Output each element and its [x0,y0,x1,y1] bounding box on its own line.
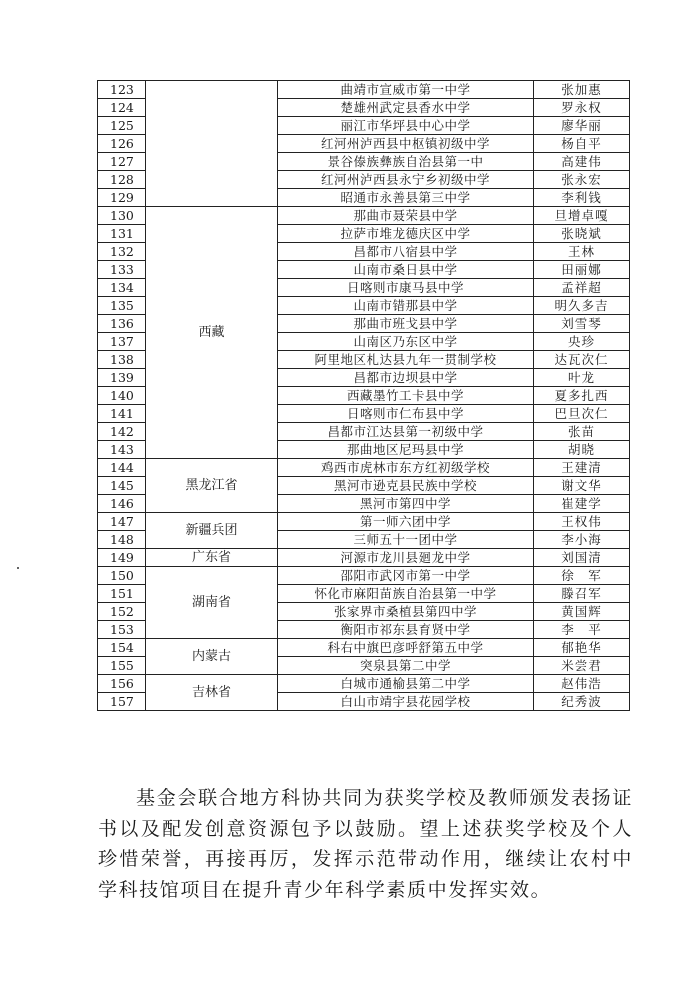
teacher-name: 胡晓 [534,441,630,459]
teacher-name: 崔建学 [534,495,630,513]
row-number: 151 [98,585,146,603]
table-row [98,513,630,531]
teacher-name: 央珍 [534,333,630,351]
school-name: 衡阳市祁东县育贤中学 [278,621,534,639]
row-number: 137 [98,333,146,351]
row-number: 123 [98,81,146,99]
teacher-name: 纪秀波 [534,693,630,711]
teacher-name: 徐 军 [534,567,630,585]
school-name: 西藏墨竹工卡县中学 [278,387,534,405]
school-name: 昌都市八宿县中学 [278,243,534,261]
teacher-name: 赵伟浩 [534,675,630,693]
teacher-name: 李小海 [534,531,630,549]
table-row [98,81,630,99]
row-number: 150 [98,567,146,585]
province-cell: 湖南省 [146,567,278,639]
teacher-name: 张加惠 [534,81,630,99]
row-number: 141 [98,405,146,423]
row-number: 146 [98,495,146,513]
school-name: 阿里地区札达县九年一贯制学校 [278,351,534,369]
row-number: 132 [98,243,146,261]
teacher-name: 黄国辉 [534,603,630,621]
row-number: 157 [98,693,146,711]
teacher-name: 张永宏 [534,171,630,189]
row-number: 129 [98,189,146,207]
school-name: 黑河市逊克县民族中学校 [278,477,534,495]
row-number: 133 [98,261,146,279]
school-name: 邵阳市武冈市第一中学 [278,567,534,585]
school-name: 昌都市边坝县中学 [278,369,534,387]
school-name: 山南区乃东区中学 [278,333,534,351]
province-cell: 新疆兵团 [146,513,278,549]
row-number: 140 [98,387,146,405]
teacher-name: 孟祥超 [534,279,630,297]
teacher-name: 刘雪琴 [534,315,630,333]
teacher-name: 王权伟 [534,513,630,531]
school-name: 日喀则市仁布县中学 [278,405,534,423]
school-name: 山南市错那县中学 [278,297,534,315]
school-name: 红河州泸西县中枢镇初级中学 [278,135,534,153]
teacher-name: 高建伟 [534,153,630,171]
province-cell: 吉林省 [146,675,278,711]
province-cell: 内蒙古 [146,639,278,675]
row-number: 153 [98,621,146,639]
table-row [98,549,630,567]
teacher-name: 旦增卓嘎 [534,207,630,225]
school-name: 昭通市永善县第三中学 [278,189,534,207]
row-number: 125 [98,117,146,135]
row-number: 138 [98,351,146,369]
teacher-name: 王建清 [534,459,630,477]
teacher-name: 张苗 [534,423,630,441]
row-number: 154 [98,639,146,657]
row-number: 155 [98,657,146,675]
school-name: 曲靖市宣威市第一中学 [278,81,534,99]
scan-speck [17,567,19,569]
teacher-name: 刘国清 [534,549,630,567]
school-name: 鸡西市虎林市东方红初级学校 [278,459,534,477]
row-number: 144 [98,459,146,477]
school-name: 怀化市麻阳苗族自治县第一中学 [278,585,534,603]
teacher-name: 明久多吉 [534,297,630,315]
school-name: 白山市靖宇县花园学校 [278,693,534,711]
school-name: 张家界市桑植县第四中学 [278,603,534,621]
teacher-name: 李 平 [534,621,630,639]
table-row [98,675,630,693]
row-number: 124 [98,99,146,117]
school-name: 那曲市聂荣县中学 [278,207,534,225]
row-number: 126 [98,135,146,153]
row-number: 148 [98,531,146,549]
school-name: 丽江市华坪县中心中学 [278,117,534,135]
teacher-name: 巴旦次仁 [534,405,630,423]
table-row [98,207,630,225]
school-name: 那曲市班戈县中学 [278,315,534,333]
province-cell: 黑龙江省 [146,459,278,513]
row-number: 142 [98,423,146,441]
row-number: 156 [98,675,146,693]
teacher-name: 郁艳华 [534,639,630,657]
row-number: 134 [98,279,146,297]
teacher-name: 张晓斌 [534,225,630,243]
school-name: 第一师六团中学 [278,513,534,531]
school-name: 拉萨市堆龙德庆区中学 [278,225,534,243]
award-list-body [98,81,630,711]
teacher-name: 谢文华 [534,477,630,495]
row-number: 135 [98,297,146,315]
school-name: 白城市通榆县第二中学 [278,675,534,693]
province-cell [146,81,278,207]
teacher-name: 夏多扎西 [534,387,630,405]
school-name: 黑河市第四中学 [278,495,534,513]
school-name: 河源市龙川县廻龙中学 [278,549,534,567]
row-number: 149 [98,549,146,567]
row-number: 131 [98,225,146,243]
table-row [98,639,630,657]
school-name: 山南市桑日县中学 [278,261,534,279]
teacher-name: 叶龙 [534,369,630,387]
row-number: 136 [98,315,146,333]
school-name: 突泉县第二中学 [278,657,534,675]
school-name: 日喀则市康马县中学 [278,279,534,297]
school-name: 昌都市江达县第一初级中学 [278,423,534,441]
teacher-name: 滕召军 [534,585,630,603]
row-number: 127 [98,153,146,171]
row-number: 143 [98,441,146,459]
school-name: 景谷傣族彝族自治县第一中 [278,153,534,171]
province-cell: 广东省 [146,549,278,567]
school-name: 三师五十一团中学 [278,531,534,549]
province-cell: 西藏 [146,207,278,459]
teacher-name: 廖华丽 [534,117,630,135]
row-number: 147 [98,513,146,531]
school-name: 楚雄州武定县香水中学 [278,99,534,117]
closing-paragraph: 基金会联合地方科协共同为获奖学校及教师颁发表扬证书以及配发创意资源包予以鼓励。望上述获奖学校及个人珍惜荣誉，再接再厉，发挥示范带动作用，继续让农村中学科技馆项目在提升青少年科学素质中发挥实效。 [98,787,633,901]
award-list-table [97,80,630,711]
school-name: 红河州泸西县永宁乡初级中学 [278,171,534,189]
teacher-name: 达瓦次仁 [534,351,630,369]
table-row [98,459,630,477]
teacher-name: 杨自平 [534,135,630,153]
row-number: 128 [98,171,146,189]
row-number: 145 [98,477,146,495]
teacher-name: 王林 [534,243,630,261]
teacher-name: 米尝君 [534,657,630,675]
teacher-name: 田丽娜 [534,261,630,279]
row-number: 152 [98,603,146,621]
row-number: 130 [98,207,146,225]
teacher-name: 李利钱 [534,189,630,207]
teacher-name: 罗永权 [534,99,630,117]
table-row [98,567,630,585]
school-name: 科右中旗巴彦呼舒第五中学 [278,639,534,657]
school-name: 那曲地区尼玛县中学 [278,441,534,459]
row-number: 139 [98,369,146,387]
